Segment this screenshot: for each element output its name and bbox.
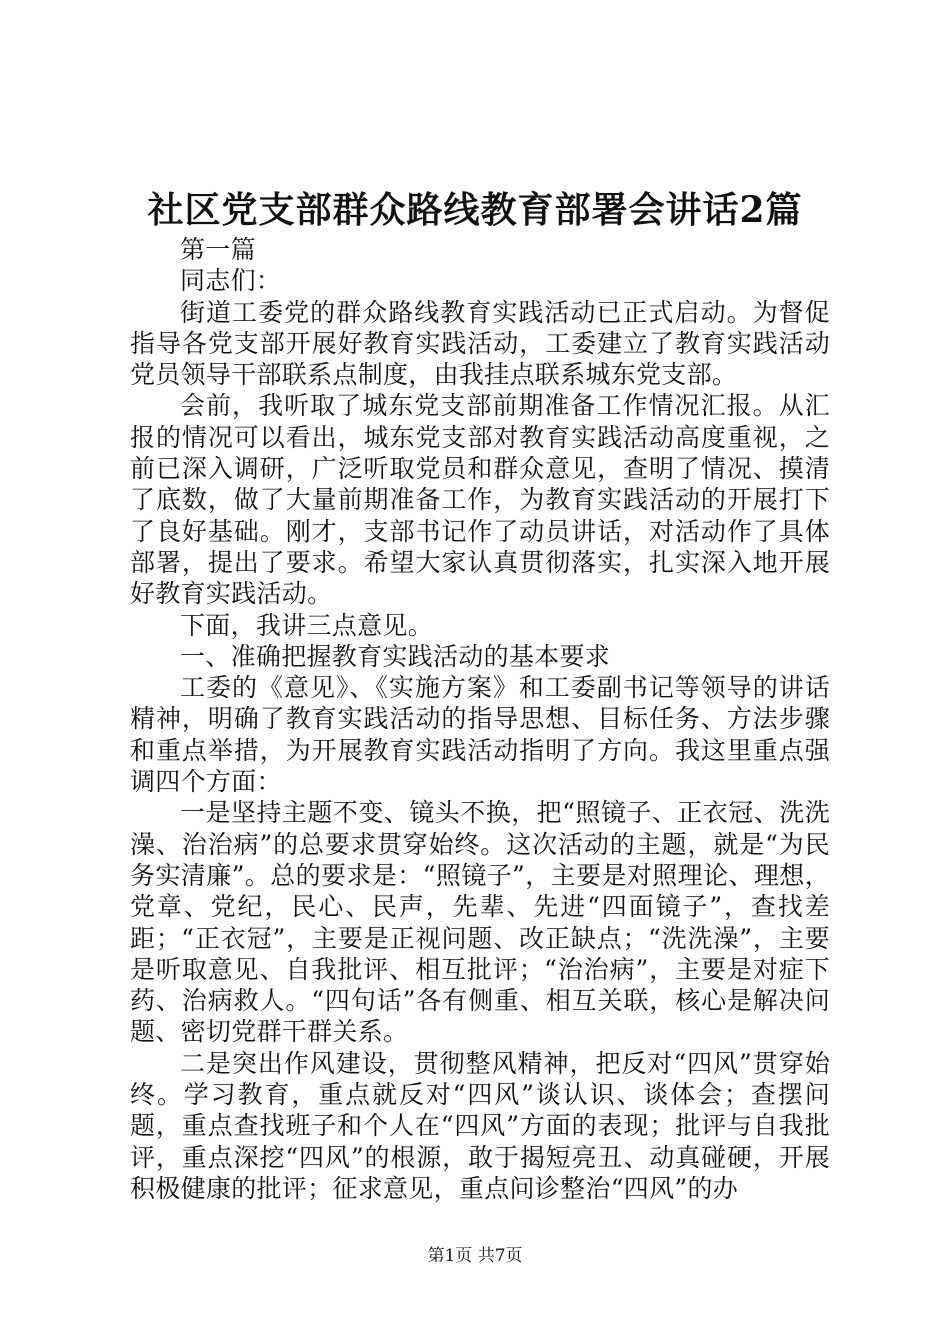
section-heading-first: 第一篇: [180, 235, 256, 264]
document-body: [130, 234, 830, 1204]
body-paragraph: 下面，我讲三点意见。: [180, 610, 434, 640]
section-heading: 一、准确把握教育实践活动的基本要求: [180, 641, 611, 671]
page-number-footer: 第1页 共7页: [427, 1246, 523, 1266]
salutation: 同志们：: [180, 266, 282, 296]
body-paragraph: 一是坚持主题不变、镜头不换，把“照镜子、正衣冠、洗洗澡、治治病”的总要求贯穿始终。这次活动的主题，就是“为民务实清廉”。总的要求是：“照镜子”，主要是对照理论、理想，党章、党纪，民心、民声，先辈、先进“四面镜子”，查找差距；“正衣冠”，主要是正视问题、改正缺点；“洗洗澡”，主要是听取意见、自我批评、相互批评；“治治病”，主要是对症下药、治病救人。“四句话”各有侧重、相互关联，核心是解决问题、密切党群干群关系。: [130, 798, 830, 1047]
document-title: 社区党支部群众路线教育部署会讲话2篇: [147, 189, 803, 231]
body-paragraph: 二是突出作风建设，贯彻整风精神，把反对“四风”贯穿始终。学习教育，重点就反对“四风”谈认识、谈体会；查摆问题，重点查找班子和个人在“四风”方面的表现；批评与自我批评，重点深挖“四风”的根源，敢于揭短亮丑、动真碰硬，开展积极健康的批评；征求意见，重点问诊整治“四风”的办: [130, 1048, 830, 1203]
body-paragraph: 会前，我听取了城东党支部前期准备工作情况汇报。从汇报的情况可以看出，城东党支部对教育实践活动高度重视，之前已深入调研，广泛听取党员和群众意见，查明了情况、摸清了底数，做了大量前期准备工作，为教育实践活动的开展打下了良好基础。刚才，支部书记作了动员讲话，对活动作了具体部署，提出了要求。希望大家认真贯彻落实，扎实深入地开展好教育实践活动。: [130, 391, 830, 609]
body-paragraph: 工委的《意见》、《实施方案》和工委副书记等领导的讲话精神，明确了教育实践活动的指导思想、目标任务、方法步骤和重点举措，为开展教育实践活动指明了方向。我这里重点强调四个方面：: [130, 673, 830, 797]
body-paragraph: 街道工委党的群众路线教育实践活动已正式启动。为督促指导各党支部开展好教育实践活动，工委建立了教育实践活动党员领导干部联系点制度，由我挂点联系城东党支部。: [130, 297, 830, 390]
